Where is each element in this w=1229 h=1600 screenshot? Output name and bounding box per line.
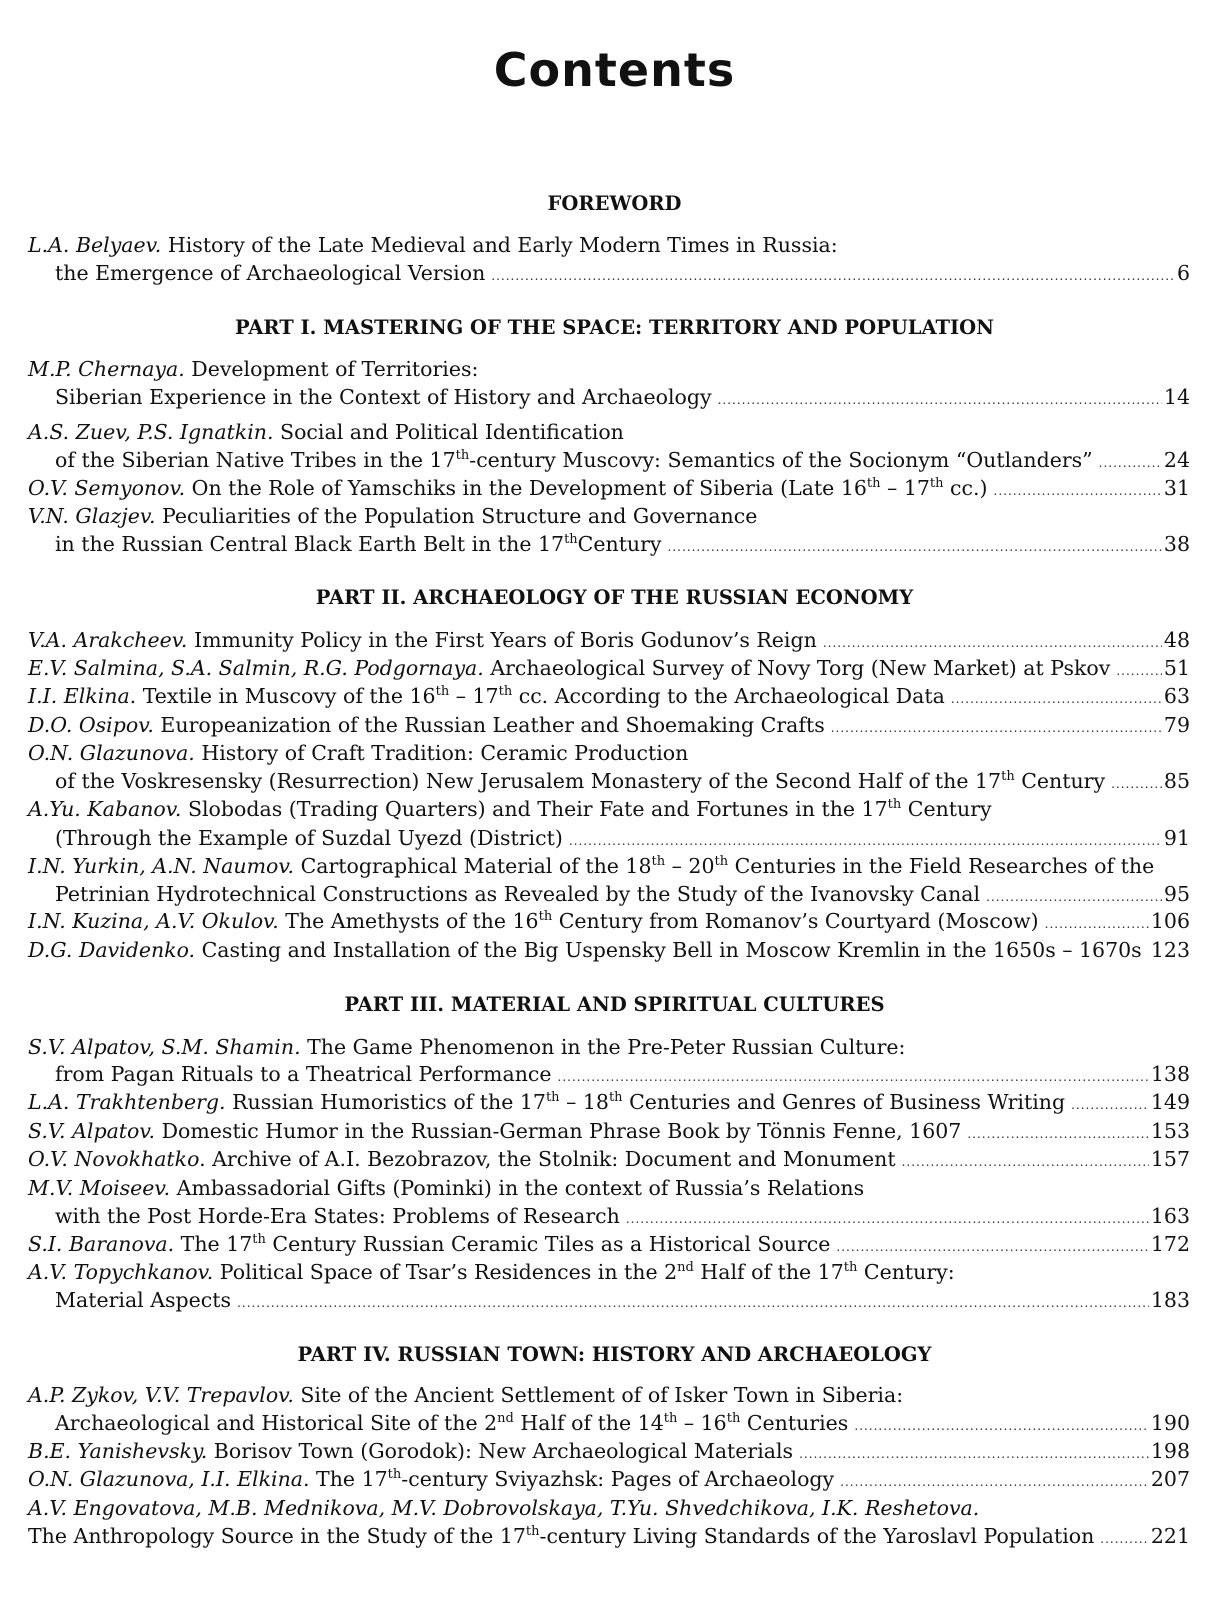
page-number: 6 [1176, 261, 1190, 285]
entry-title-text: E.V. Salmina, S.A. Salmin, R.G. Podgornaya. Archaeological Survey of Novy Torg (New Market) at Pskov [28, 656, 1111, 680]
entry-title-text: M.P. Chernaya. Development of Territories: [28, 357, 479, 381]
dot-leader [1099, 449, 1162, 477]
page-number: 123 [1150, 938, 1190, 962]
entry-authors: S.I. Baranova. [28, 1232, 175, 1256]
toc-entry-line[interactable] [55, 383, 1190, 411]
page-number: 198 [1150, 1439, 1190, 1463]
page-number: 38 [1163, 532, 1190, 556]
entry-authors: M.P. Chernaya. [28, 357, 185, 381]
dot-leader [994, 477, 1162, 505]
entry-title-text: V.N. Glazjev. Peculiarities of the Population Structure and Governance [28, 504, 758, 528]
toc-entry-line[interactable] [28, 474, 1190, 502]
toc-entry-line[interactable] [55, 824, 1190, 852]
entry-authors: V.A. Arakcheev. [28, 628, 188, 652]
toc-entry-line[interactable] [55, 530, 1190, 558]
entry-authors: L.A. Belyaev. [28, 233, 162, 257]
entry-title-text: D.G. Davidenko. Casting and Installation of the Big Uspensky Bell in Moscow Kremlin in the 1650s – 1670s [28, 938, 1142, 962]
entry-authors: O.V. Semyonov. [28, 476, 186, 500]
page-number: 138 [1150, 1062, 1190, 1086]
toc-entry-line[interactable] [55, 1202, 1190, 1230]
entry-title-text: Archaeological and Historical Site of the 2nd Half of the 14th – 16th Centuries [55, 1411, 849, 1435]
page-number: 24 [1163, 448, 1190, 472]
entry-authors: O.N. Glazunova. [28, 741, 195, 765]
toc-entry-line[interactable] [28, 1437, 1190, 1465]
entry-title-text: I.I. Elkina. Textile in Muscovy of the 16th – 17th cc. According to the Archaeological Data [28, 684, 945, 708]
toc-entry-line[interactable] [28, 682, 1190, 710]
page-number: 221 [1150, 1524, 1190, 1548]
toc-entry-line [28, 1174, 1190, 1202]
toc-entry-line[interactable] [28, 1088, 1190, 1116]
entry-title-text: O.V. Semyonov. On the Role of Yamschiks in the Development of Siberia (Late 16th – 17th cc.) [28, 476, 988, 500]
section-heading: PART III. MATERIAL AND SPIRITUAL CULTURES [344, 993, 885, 1016]
dot-leader [951, 685, 1162, 713]
entry-title-text: I.N. Kuzina, A.V. Okulov. The Amethysts of the 16th Century from Romanov’s Courtyard (Moscow) [28, 909, 1039, 933]
entry-title-text: D.O. Osipov. Europeanization of the Russian Leather and Shoemaking Crafts [28, 713, 825, 737]
dot-leader [1116, 657, 1162, 685]
toc-entry-line [28, 1258, 1190, 1286]
page-number: 51 [1163, 656, 1190, 680]
entry-title-text: I.N. Yurkin, A.N. Naumov. Cartographical Material of the 18th – 20th Centuries in the Field Researches of the [28, 854, 1155, 878]
entry-authors: A.V. Topychkanov. [28, 1260, 214, 1284]
page-number: 31 [1163, 476, 1190, 500]
toc-entry-line [28, 418, 1190, 446]
entry-authors: I.N. Kuzina, A.V. Okulov. [28, 909, 279, 933]
toc-entry-line[interactable] [28, 1145, 1190, 1173]
page-number: 63 [1163, 684, 1190, 708]
dot-leader [718, 386, 1162, 414]
entry-title-text: of the Voskresensky (Resurrection) New Jerusalem Monastery of the Second Half of the 17th Century [55, 769, 1106, 793]
entry-authors: M.V. Moiseev. [28, 1176, 171, 1200]
dot-leader [967, 1120, 1149, 1148]
toc-entry-line [28, 502, 1190, 530]
entry-title-text: the Emergence of Archaeological Version [55, 261, 486, 285]
entry-title-text: A.S. Zuev, P.S. Ignatkin. Social and Political Identification [28, 420, 624, 444]
page-number: 149 [1150, 1090, 1190, 1114]
dot-leader [668, 533, 1162, 561]
toc-entry-line[interactable] [28, 1230, 1190, 1258]
entry-authors: B.E. Yanishevsky. [28, 1439, 208, 1463]
toc-entry-line[interactable] [55, 259, 1190, 287]
toc-entry-line[interactable] [55, 446, 1190, 474]
page-number: 153 [1150, 1119, 1190, 1143]
page-number: 85 [1163, 769, 1190, 793]
page-number: 95 [1163, 882, 1190, 906]
page-number: 172 [1150, 1232, 1190, 1256]
entry-authors: S.V. Alpatov, S.M. Shamin. [28, 1035, 301, 1059]
entry-authors: L.A. Trakhtenberg. [28, 1090, 226, 1114]
page-number: 183 [1150, 1288, 1190, 1312]
entry-authors: A.Yu. Kabanov. [28, 797, 182, 821]
page-number: 163 [1150, 1204, 1190, 1228]
dot-leader [902, 1148, 1149, 1176]
toc-entry-line [28, 795, 1190, 823]
dot-leader [237, 1289, 1149, 1317]
toc-entry-line[interactable] [28, 626, 1190, 654]
dot-leader [558, 1063, 1149, 1091]
toc-entry-line [28, 355, 1190, 383]
toc-entry-line[interactable] [55, 767, 1190, 795]
page-number: 14 [1163, 385, 1190, 409]
page-number: 91 [1163, 826, 1190, 850]
entry-title-text: of the Siberian Native Tribes in the 17th-century Muscovy: Semantics of the Socionym “Outlanders” [55, 448, 1093, 472]
entry-title-text: in the Russian Central Black Earth Belt in the 17thCentury [55, 532, 662, 556]
toc-entry-line [28, 739, 1190, 767]
toc-entry-line [28, 231, 1190, 259]
toc-entry-line [28, 852, 1190, 880]
toc-entry-line [28, 1033, 1190, 1061]
toc-entry-line[interactable] [55, 1409, 1190, 1437]
toc-entry-line[interactable] [28, 1117, 1190, 1145]
dot-leader [799, 1440, 1149, 1468]
dot-leader [1045, 910, 1149, 938]
page-number: 207 [1150, 1467, 1190, 1491]
entry-title-text: A.Yu. Kabanov. Slobodas (Trading Quarters) and Their Fate and Fortunes in the 17th Century [28, 797, 992, 821]
entry-title-text: V.A. Arakcheev. Immunity Policy in the First Years of Boris Godunov’s Reign [28, 628, 817, 652]
page-number: 79 [1163, 713, 1190, 737]
section-heading: PART I. MASTERING OF THE SPACE: TERRITORY AND POPULATION [235, 316, 994, 339]
entry-title-text: The Anthropology Source in the Study of the 17th-century Living Standards of the Yaroslavl Population [28, 1524, 1095, 1548]
dot-leader [1100, 1525, 1149, 1553]
entry-authors: I.N. Yurkin, A.N. Naumov. [28, 854, 295, 878]
entry-title-text: Siberian Experience in the Context of History and Archaeology [55, 385, 712, 409]
entry-title-text: M.V. Moiseev. Ambassadorial Gifts (Pominki) in the context of Russia’s Relations [28, 1176, 865, 1200]
dot-leader [1111, 770, 1162, 798]
entry-title-text: S.V. Alpatov, S.M. Shamin. The Game Phenomenon in the Pre-Peter Russian Culture: [28, 1035, 906, 1059]
toc-entry-line[interactable] [28, 936, 1190, 964]
entry-title-text: O.N. Glazunova, I.I. Elkina. The 17th-century Sviyazhsk: Pages of Archaeology [28, 1467, 835, 1491]
dot-leader [831, 714, 1162, 742]
dot-leader [569, 827, 1162, 855]
entry-title-text: B.E. Yanishevsky. Borisov Town (Gorodok): New Archaeological Materials [28, 1439, 794, 1463]
page-title: Contents [493, 43, 736, 97]
entry-title-text: Material Aspects [55, 1288, 232, 1312]
entry-authors: A.P. Zykov, V.V. Trepavlov. [28, 1383, 294, 1407]
toc-entry-line[interactable] [28, 1465, 1190, 1493]
entry-authors: O.V. Novokhatko. [28, 1147, 206, 1171]
entry-title-text: L.A. Trakhtenberg. Russian Humoristics of the 17th – 18th Centuries and Genres of Business Writing [28, 1090, 1066, 1114]
toc-entry-line[interactable] [55, 1060, 1190, 1088]
section-heading: FOREWORD [547, 192, 682, 215]
entry-title-text: S.V. Alpatov. Domestic Humor in the Russian-German Phrase Book by Tönnis Fenne, 1607 [28, 1119, 962, 1143]
toc-entry-line [28, 1381, 1190, 1409]
entry-authors: O.N. Glazunova, I.I. Elkina. [28, 1467, 310, 1491]
entry-title-text: (Through the Example of Suzdal Uyezd (District) [55, 826, 563, 850]
entry-title-text: Petrinian Hydrotechnical Constructions as Revealed by the Study of the Ivanovsky Canal [55, 882, 981, 906]
entry-title-text: O.N. Glazunova. History of Craft Tradition: Ceramic Production [28, 741, 689, 765]
page-number: 157 [1150, 1147, 1190, 1171]
toc-entry-line[interactable] [28, 907, 1190, 935]
entry-authors: V.N. Glazjev. [28, 504, 156, 528]
entry-title-text: A.P. Zykov, V.V. Trepavlov. Site of the Ancient Settlement of of Isker Town in Siberia: [28, 1383, 904, 1407]
entry-title-text: from Pagan Rituals to a Theatrical Performance [55, 1062, 552, 1086]
dot-leader [840, 1468, 1149, 1496]
entry-title-text: with the Post Horde-Era States: Problems of Research [55, 1204, 620, 1228]
toc-entry-line[interactable] [55, 880, 1190, 908]
dot-leader [1148, 939, 1149, 967]
entry-authors: I.I. Elkina. [28, 684, 137, 708]
entry-title-text: O.V. Novokhatko. Archive of A.I. Bezobrazov, the Stolnik: Document and Monument [28, 1147, 896, 1171]
entry-authors: S.V. Alpatov. [28, 1119, 156, 1143]
toc-entry-line[interactable] [28, 711, 1190, 739]
dot-leader [1071, 1091, 1149, 1119]
entry-title-text: S.I. Baranova. The 17th Century Russian Ceramic Tiles as a Historical Source [28, 1232, 831, 1256]
dot-leader [823, 629, 1162, 657]
toc-entry-line[interactable] [28, 1522, 1190, 1550]
page-number: 190 [1150, 1411, 1190, 1435]
dot-leader [626, 1205, 1149, 1233]
toc-entry-line[interactable] [28, 654, 1190, 682]
entry-authors: A.V. Engovatova, M.B. Mednikova, M.V. Dobrovolskaya, T.Yu. Shvedchikova, I.K. Reshetova. [28, 1496, 980, 1520]
entry-authors: D.O. Osipov. [28, 713, 154, 737]
entry-title-text: L.A. Belyaev. History of the Late Medieval and Early Modern Times in Russia: [28, 233, 838, 257]
section-heading: PART IV. RUSSIAN TOWN: HISTORY AND ARCHAEOLOGY [297, 1343, 932, 1366]
dot-leader [854, 1412, 1149, 1440]
entry-title-text [28, 1494, 979, 1522]
entry-authors: A.S. Zuev, P.S. Ignatkin. [28, 420, 274, 444]
entry-authors: D.G. Davidenko. [28, 938, 196, 962]
page-number: 48 [1163, 628, 1190, 652]
entry-title-text: A.V. Topychkanov. Political Space of Tsar’s Residences in the 2nd Half of the 17th Century: [28, 1260, 955, 1284]
section-heading: PART II. ARCHAEOLOGY OF THE RUSSIAN ECONOMY [315, 586, 914, 609]
toc-entry-line[interactable] [55, 1286, 1190, 1314]
entry-authors: E.V. Salmina, S.A. Salmin, R.G. Podgornaya. [28, 656, 484, 680]
dot-leader [836, 1233, 1148, 1261]
toc-entry-line [28, 1494, 1190, 1522]
dot-leader [491, 262, 1175, 290]
page-number: 106 [1150, 909, 1190, 933]
